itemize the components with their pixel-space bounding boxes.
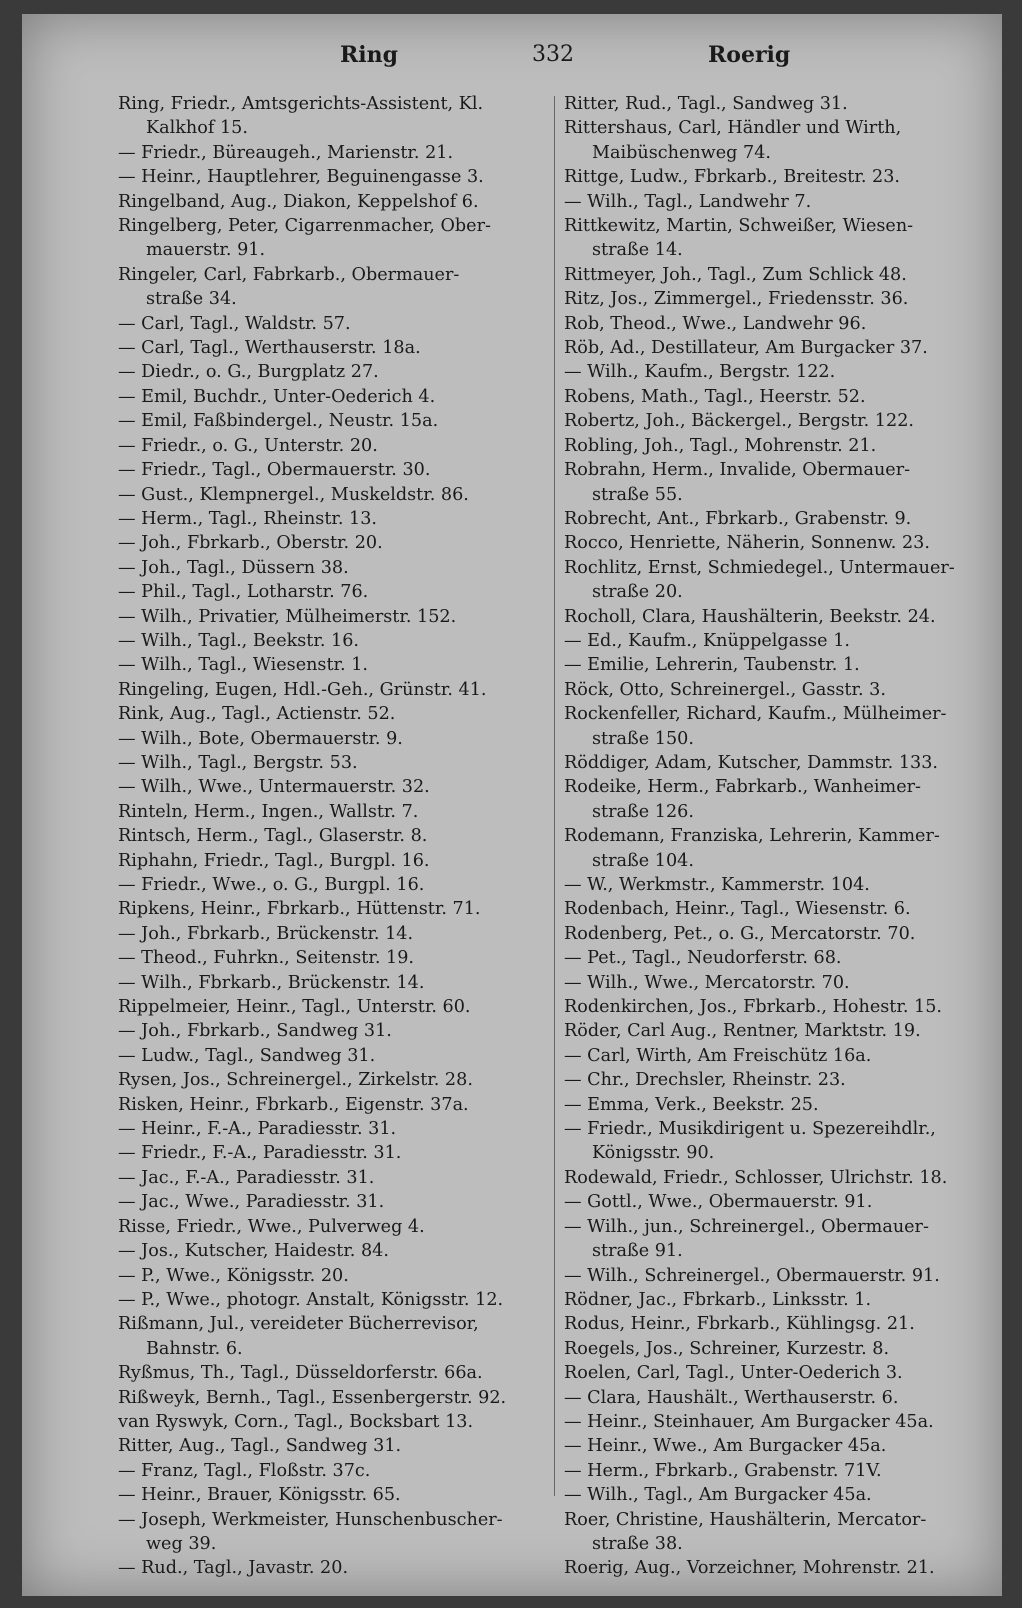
directory-entry: Rintsch, Herm., Tagl., Glaserstr. 8. [118, 826, 428, 847]
directory-entry: — Heinr., Hauptlehrer, Beguinengasse 3. [118, 167, 484, 188]
directory-entry: Rochlitz, Ernst, Schmiedegel., Untermauer- [564, 557, 955, 578]
directory-entry: Roelen, Carl, Tagl., Unter-Oederich 3. [564, 1363, 903, 1384]
directory-entry: — Jos., Kutscher, Haidestr. 84. [118, 1241, 389, 1262]
directory-entry: Riphahn, Friedr., Tagl., Burgpl. 16. [118, 850, 430, 871]
directory-entry: Rocco, Henriette, Näherin, Sonnenw. 23. [564, 533, 930, 554]
directory-entry: — Jac., Wwe., Paradiesstr. 31. [118, 1192, 385, 1213]
directory-entry: Roer, Christine, Haushälterin, Mercator- [564, 1509, 927, 1530]
directory-entry: Rocholl, Clara, Haushälterin, Beekstr. 24. [564, 606, 936, 627]
directory-entry: Ryßmus, Th., Tagl., Düsseldorferstr. 66a. [118, 1363, 483, 1384]
directory-entry: straße 126. [592, 801, 694, 822]
directory-entry: — Diedr., o. G., Burgplatz 27. [118, 362, 379, 383]
directory-entry: — Carl, Wirth, Am Freischütz 16a. [564, 1045, 872, 1066]
directory-entry: straße 20. [592, 582, 683, 603]
directory-entry: — Carl, Tagl., Waldstr. 57. [118, 313, 351, 334]
directory-entry: Rippelmeier, Heinr., Tagl., Unterstr. 60. [118, 997, 471, 1018]
directory-entry: Roerig, Aug., Vorzeichner, Mohrenstr. 21. [564, 1558, 935, 1579]
directory-entry: — Carl, Tagl., Werthauserstr. 18a. [118, 338, 421, 359]
directory-entry: — P., Wwe., Königsstr. 20. [118, 1265, 349, 1286]
directory-entry: Maibüschenweg 74. [592, 142, 771, 163]
directory-entry: Rittkewitz, Martin, Schweißer, Wiesen- [564, 216, 914, 237]
directory-entry: — Pet., Tagl., Neudorferstr. 68. [564, 948, 842, 969]
directory-entry: Robens, Math., Tagl., Heerstr. 52. [564, 386, 866, 407]
directory-entry: — Gottl., Wwe., Obermauerstr. 91. [564, 1192, 873, 1213]
directory-entry: — Emma, Verk., Beekstr. 25. [564, 1094, 819, 1115]
directory-entry: Bahnstr. 6. [146, 1338, 243, 1359]
directory-entry: — Phil., Tagl., Lotharstr. 76. [118, 582, 369, 603]
directory-entry: — Wilh., Schreinergel., Obermauerstr. 91. [564, 1265, 940, 1286]
directory-entry: — W., Werkmstr., Kammerstr. 104. [564, 875, 870, 895]
directory-entry: straße 104. [592, 850, 694, 871]
directory-entry: straße 55. [592, 484, 683, 505]
directory-entry: Risse, Friedr., Wwe., Pulverweg 4. [118, 1216, 425, 1237]
directory-entry: Rodenbach, Heinr., Tagl., Wiesenstr. 6. [564, 899, 911, 920]
directory-entry: — Joh., Fbrkarb., Oberstr. 20. [118, 533, 383, 554]
directory-entry: — Friedr., Wwe., o. G., Burgpl. 16. [118, 875, 425, 895]
directory-entry: — Ed., Kaufm., Knüppelgasse 1. [564, 630, 850, 651]
directory-entry: straße 14. [592, 240, 683, 261]
directory-entry: — Wilh., Tagl., Bergstr. 53. [118, 752, 358, 773]
directory-entry: — Wilh., Wwe., Untermauerstr. 32. [118, 777, 430, 798]
directory-entry: — Friedr., Musikdirigent u. Spezereihdlr., [564, 1119, 936, 1140]
directory-entry: straße 150. [592, 728, 694, 749]
directory-entry: Rockenfeller, Richard, Kaufm., Mülheimer- [564, 704, 947, 725]
directory-entry: van Ryswyk, Corn., Tagl., Bocksbart 13. [118, 1411, 474, 1432]
directory-entry: Ritter, Aug., Tagl., Sandweg 31. [118, 1436, 402, 1457]
directory-entry: — Wilh., Wwe., Mercatorstr. 70. [564, 972, 850, 993]
directory-entry: — P., Wwe., photogr. Anstalt, Königsstr. 12. [118, 1289, 504, 1310]
directory-entry: — Heinr., Brauer, Königsstr. 65. [118, 1485, 401, 1506]
directory-entry: — Wilh., Privatier, Mülheimerstr. 152. [118, 606, 457, 627]
directory-entry: weg 39. [146, 1533, 217, 1554]
right-column [564, 92, 992, 1581]
directory-entry: Rob, Theod., Wwe., Landwehr 96. [564, 313, 867, 334]
directory-entry: Rittershaus, Carl, Händler und Wirth, [564, 118, 902, 139]
directory-entry: — Clara, Haushält., Werthauserstr. 6. [564, 1387, 899, 1408]
directory-entry: — Herm., Fbrkarb., Grabenstr. 71V. [564, 1460, 882, 1481]
directory-entry: straße 91. [592, 1241, 683, 1262]
directory-entry: Röck, Otto, Schreinergel., Gasstr. 3. [564, 679, 886, 700]
directory-page [22, 14, 1002, 1596]
directory-entry: — Friedr., o. G., Unterstr. 20. [118, 435, 378, 456]
directory-entry: Robertz, Joh., Bäckergel., Bergstr. 122. [564, 411, 914, 432]
directory-entry: Röddiger, Adam, Kutscher, Dammstr. 133. [564, 752, 938, 773]
directory-entry: — Wilh., Tagl., Am Burgacker 45a. [564, 1485, 872, 1506]
directory-entry: — Joh., Fbrkarb., Brückenstr. 14. [118, 923, 414, 944]
left-column [118, 92, 546, 1581]
directory-entry: — Theod., Fuhrkn., Seitenstr. 19. [118, 948, 414, 969]
directory-entry: — Friedr., Tagl., Obermauerstr. 30. [118, 460, 431, 481]
directory-entry: Ring, Friedr., Amtsgerichts-Assistent, Kl. [118, 94, 484, 114]
directory-entry: — Ludw., Tagl., Sandweg 31. [118, 1045, 376, 1066]
directory-entry: Rodemann, Franziska, Lehrerin, Kammer- [564, 826, 940, 847]
directory-entry: — Joseph, Werkmeister, Hunschenbuscher- [118, 1509, 503, 1530]
directory-entry: Robrecht, Ant., Fbrkarb., Grabenstr. 9. [564, 508, 912, 529]
directory-entry: — Herm., Tagl., Rheinstr. 13. [118, 508, 378, 529]
directory-entry: straße 38. [592, 1533, 683, 1554]
directory-entry: — Rud., Tagl., Javastr. 20. [118, 1558, 349, 1579]
directory-entry: Rodewald, Friedr., Schlosser, Ulrichstr. 18. [564, 1167, 948, 1188]
directory-entry: — Wilh., Tagl., Wiesenstr. 1. [118, 655, 368, 676]
directory-entry: straße 34. [146, 289, 237, 310]
directory-entry: Rittmeyer, Joh., Tagl., Zum Schlick 48. [564, 264, 907, 285]
directory-entry: mauerstr. 91. [146, 240, 266, 261]
directory-entry: Ringelberg, Peter, Cigarrenmacher, Ober- [118, 216, 491, 237]
directory-entry: Rodenkirchen, Jos., Fbrkarb., Hohestr. 15. [564, 997, 943, 1018]
directory-entry: — Wilh., Tagl., Landwehr 7. [564, 191, 812, 212]
directory-entry: — Heinr., Steinhauer, Am Burgacker 45a. [564, 1411, 934, 1432]
directory-entry: Roegels, Jos., Schreiner, Kurzestr. 8. [564, 1338, 890, 1359]
directory-entry: Kalkhof 15. [146, 118, 248, 139]
directory-entry: Röb, Ad., Destillateur, Am Burgacker 37. [564, 338, 928, 359]
directory-entry: Rißweyk, Bernh., Tagl., Essenbergerstr. 92. [118, 1387, 507, 1408]
directory-entry: Rödner, Jac., Fbrkarb., Linksstr. 1. [564, 1289, 872, 1310]
directory-entry: Rodeike, Herm., Fabrkarb., Wanheimer- [564, 777, 921, 798]
directory-entry: Rysen, Jos., Schreinergel., Zirkelstr. 28. [118, 1070, 473, 1091]
directory-entry: Röder, Carl Aug., Rentner, Marktstr. 19. [564, 1021, 921, 1042]
directory-entry: — Friedr., F.-A., Paradiesstr. 31. [118, 1143, 402, 1164]
directory-entry: — Jac., F.-A., Paradiesstr. 31. [118, 1167, 375, 1188]
directory-entry: Robling, Joh., Tagl., Mohrenstr. 21. [564, 435, 877, 456]
directory-entry: Rink, Aug., Tagl., Actienstr. 52. [118, 704, 396, 725]
directory-entry: — Heinr., Wwe., Am Burgacker 45a. [564, 1436, 887, 1457]
directory-entry: Rodenberg, Pet., o. G., Mercatorstr. 70. [564, 923, 916, 944]
directory-entry: Ringelband, Aug., Diakon, Keppelshof 6. [118, 191, 479, 212]
directory-entry: Ritter, Rud., Tagl., Sandweg 31. [564, 94, 848, 114]
directory-entry: — Wilh., Kaufm., Bergstr. 122. [564, 362, 836, 383]
directory-entry: — Gust., Klempnergel., Muskeldstr. 86. [118, 484, 469, 505]
directory-entry: Königsstr. 90. [592, 1143, 715, 1164]
directory-entry: — Emil, Faßbindergel., Neustr. 15a. [118, 411, 439, 432]
directory-entry: — Chr., Drechsler, Rheinstr. 23. [564, 1070, 846, 1091]
directory-entry: Ringeler, Carl, Fabrkarb., Obermauer- [118, 264, 460, 285]
directory-entry: — Heinr., F.-A., Paradiesstr. 31. [118, 1119, 397, 1140]
directory-entry: — Friedr., Büreaugeh., Marienstr. 21. [118, 142, 454, 163]
header-left-keyword: Ring [340, 42, 399, 68]
directory-entry: Rittge, Ludw., Fbrkarb., Breitestr. 23. [564, 167, 900, 188]
directory-entry: Ripkens, Heinr., Fbrkarb., Hüttenstr. 71. [118, 899, 481, 920]
directory-entry: Rinteln, Herm., Ingen., Wallstr. 7. [118, 801, 419, 822]
directory-entry: Ringeling, Eugen, Hdl.-Geh., Grünstr. 41. [118, 679, 487, 700]
directory-entry: — Wilh., jun., Schreinergel., Obermauer- [564, 1216, 929, 1237]
directory-entry: Rißmann, Jul., vereideter Bücherrevisor, [118, 1314, 479, 1335]
column-divider [554, 96, 555, 1496]
directory-entry: — Wilh., Tagl., Beekstr. 16. [118, 630, 360, 651]
directory-entry: — Joh., Fbrkarb., Sandweg 31. [118, 1021, 392, 1042]
directory-entry: — Emil, Buchdr., Unter-Oederich 4. [118, 386, 436, 407]
directory-entry: Ritz, Jos., Zimmergel., Friedensstr. 36. [564, 289, 909, 310]
directory-entry: Rodus, Heinr., Fbrkarb., Kühlingsg. 21. [564, 1314, 915, 1335]
directory-entry: — Franz, Tagl., Floßstr. 37c. [118, 1460, 371, 1481]
directory-entry: Risken, Heinr., Fbrkarb., Eigenstr. 37a. [118, 1094, 469, 1115]
header-right-keyword: Roerig [708, 42, 791, 68]
directory-entry: Robrahn, Herm., Invalide, Obermauer- [564, 460, 911, 481]
page-number: 332 [532, 42, 574, 67]
directory-entry: — Joh., Tagl., Düssern 38. [118, 557, 349, 578]
directory-entry: — Wilh., Bote, Obermauerstr. 9. [118, 728, 403, 749]
page-header [22, 42, 1002, 82]
directory-entry: — Emilie, Lehrerin, Taubenstr. 1. [564, 655, 860, 676]
directory-entry: — Wilh., Fbrkarb., Brückenstr. 14. [118, 972, 425, 993]
